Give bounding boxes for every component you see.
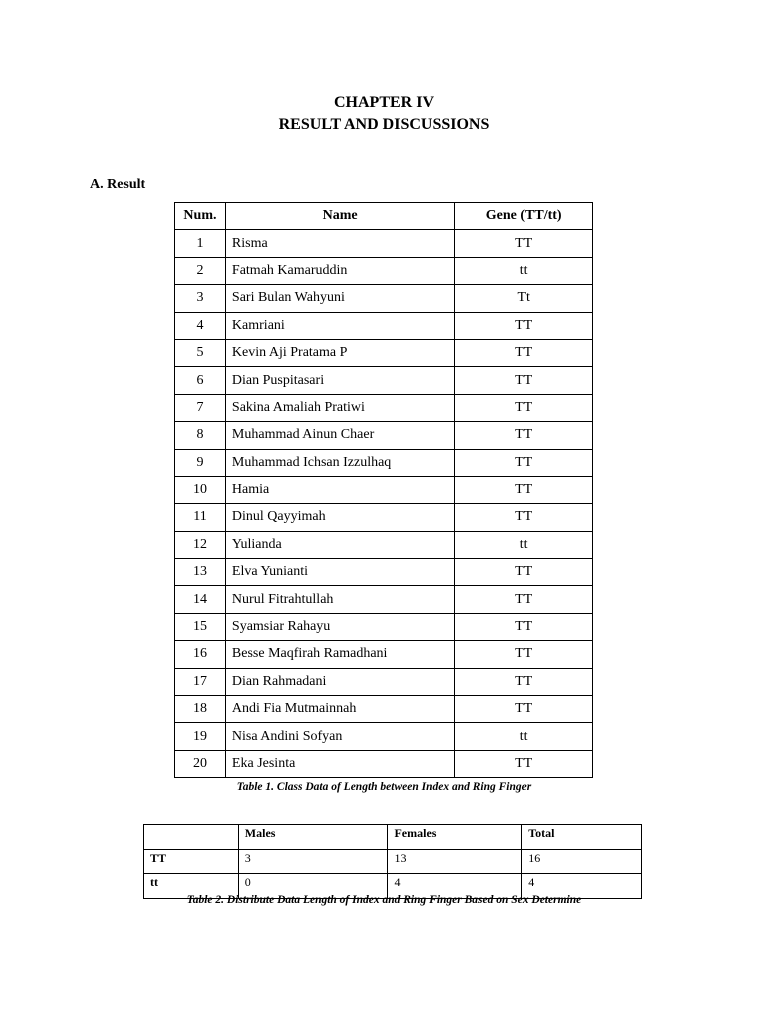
column-header-females: Females bbox=[388, 825, 522, 850]
table-row bbox=[175, 641, 593, 668]
section-heading: A. Result bbox=[90, 177, 146, 192]
column-header-total: Total bbox=[522, 825, 642, 850]
cell-name: Besse Maqfirah Ramadhani bbox=[225, 641, 454, 668]
cell-females: 13 bbox=[388, 849, 522, 874]
chapter-heading: CHAPTER IV bbox=[333, 94, 434, 111]
cell-num: 10 bbox=[175, 476, 226, 503]
table-row bbox=[175, 586, 593, 613]
cell-gene: TT bbox=[455, 504, 593, 531]
cell-name: Muhammad Ichsan Izzulhaq bbox=[225, 449, 454, 476]
cell-num: 19 bbox=[175, 723, 226, 750]
class-data-table bbox=[174, 202, 593, 778]
cell-name: Yulianda bbox=[225, 531, 454, 558]
cell-gene: TT bbox=[455, 422, 593, 449]
column-header-males: Males bbox=[238, 825, 388, 850]
cell-num: 9 bbox=[175, 449, 226, 476]
cell-gene: tt bbox=[455, 531, 593, 558]
cell-total: 16 bbox=[522, 849, 642, 874]
cell-males: 3 bbox=[238, 849, 388, 874]
cell-label: tt bbox=[144, 874, 239, 899]
table-row bbox=[175, 613, 593, 640]
cell-gene: TT bbox=[455, 476, 593, 503]
cell-gene: Tt bbox=[455, 285, 593, 312]
table-row bbox=[175, 476, 593, 503]
table-row bbox=[175, 696, 593, 723]
cell-gene: TT bbox=[455, 312, 593, 339]
table-row bbox=[175, 750, 593, 777]
cell-name: Dian Rahmadani bbox=[225, 668, 454, 695]
table-row bbox=[175, 531, 593, 558]
cell-name: Kamriani bbox=[225, 312, 454, 339]
table-row bbox=[175, 449, 593, 476]
table-row bbox=[175, 312, 593, 339]
column-header-name: Name bbox=[225, 203, 454, 230]
cell-name: Kevin Aji Pratama P bbox=[225, 339, 454, 366]
table-row bbox=[175, 723, 593, 750]
cell-name: Muhammad Ainun Chaer bbox=[225, 422, 454, 449]
cell-name: Hamia bbox=[225, 476, 454, 503]
cell-name: Nisa Andini Sofyan bbox=[225, 723, 454, 750]
cell-num: 4 bbox=[175, 312, 226, 339]
cell-num: 17 bbox=[175, 668, 226, 695]
cell-num: 6 bbox=[175, 367, 226, 394]
cell-gene: TT bbox=[455, 696, 593, 723]
table-header-row bbox=[144, 825, 642, 850]
cell-males: 0 bbox=[238, 874, 388, 899]
cell-gene: TT bbox=[455, 449, 593, 476]
table-row bbox=[175, 230, 593, 257]
cell-name: Sari Bulan Wahyuni bbox=[225, 285, 454, 312]
chapter-title: RESULT AND DISCUSSIONS bbox=[278, 116, 490, 133]
cell-name: Andi Fia Mutmainnah bbox=[225, 696, 454, 723]
cell-num: 11 bbox=[175, 504, 226, 531]
column-header-num: Num. bbox=[175, 203, 226, 230]
cell-num: 16 bbox=[175, 641, 226, 668]
cell-num: 3 bbox=[175, 285, 226, 312]
table-row bbox=[175, 394, 593, 421]
table-row bbox=[175, 285, 593, 312]
cell-name: Sakina Amaliah Pratiwi bbox=[225, 394, 454, 421]
cell-label: TT bbox=[144, 849, 239, 874]
table-row bbox=[175, 504, 593, 531]
cell-gene: TT bbox=[455, 339, 593, 366]
cell-name: Eka Jesinta bbox=[225, 750, 454, 777]
cell-gene: TT bbox=[455, 668, 593, 695]
table2-caption: Table 2. Distribute Data Length of Index and Ring Finger Based on Sex Determine bbox=[186, 894, 582, 906]
cell-num: 18 bbox=[175, 696, 226, 723]
table-row bbox=[175, 339, 593, 366]
table-row bbox=[175, 559, 593, 586]
cell-gene: TT bbox=[455, 230, 593, 257]
cell-gene: TT bbox=[455, 750, 593, 777]
cell-gene: TT bbox=[455, 613, 593, 640]
table-row bbox=[175, 367, 593, 394]
column-header-blank bbox=[144, 825, 239, 850]
cell-name: Dian Puspitasari bbox=[225, 367, 454, 394]
cell-num: 5 bbox=[175, 339, 226, 366]
cell-gene: tt bbox=[455, 723, 593, 750]
cell-num: 2 bbox=[175, 257, 226, 284]
cell-num: 12 bbox=[175, 531, 226, 558]
cell-females: 4 bbox=[388, 874, 522, 899]
cell-gene: TT bbox=[455, 586, 593, 613]
cell-name: Syamsiar Rahayu bbox=[225, 613, 454, 640]
cell-gene: TT bbox=[455, 367, 593, 394]
cell-gene: TT bbox=[455, 559, 593, 586]
table-row bbox=[144, 849, 642, 874]
cell-total: 4 bbox=[522, 874, 642, 899]
cell-num: 13 bbox=[175, 559, 226, 586]
column-header-gene: Gene (TT/tt) bbox=[455, 203, 593, 230]
sex-distribution-table bbox=[143, 824, 642, 899]
table-row bbox=[175, 668, 593, 695]
cell-num: 7 bbox=[175, 394, 226, 421]
cell-num: 14 bbox=[175, 586, 226, 613]
cell-name: Elva Yunianti bbox=[225, 559, 454, 586]
cell-gene: TT bbox=[455, 641, 593, 668]
table-row bbox=[175, 422, 593, 449]
cell-gene: tt bbox=[455, 257, 593, 284]
cell-num: 15 bbox=[175, 613, 226, 640]
cell-num: 8 bbox=[175, 422, 226, 449]
cell-name: Fatmah Kamaruddin bbox=[225, 257, 454, 284]
cell-name: Dinul Qayyimah bbox=[225, 504, 454, 531]
cell-gene: TT bbox=[455, 394, 593, 421]
class-data-table-body bbox=[175, 230, 593, 778]
table-row bbox=[175, 257, 593, 284]
table-header-row bbox=[175, 203, 593, 230]
cell-num: 1 bbox=[175, 230, 226, 257]
cell-num: 20 bbox=[175, 750, 226, 777]
cell-name: Nurul Fitrahtullah bbox=[225, 586, 454, 613]
table1-caption: Table 1. Class Data of Length between Index and Ring Finger bbox=[236, 781, 532, 793]
cell-name: Risma bbox=[225, 230, 454, 257]
